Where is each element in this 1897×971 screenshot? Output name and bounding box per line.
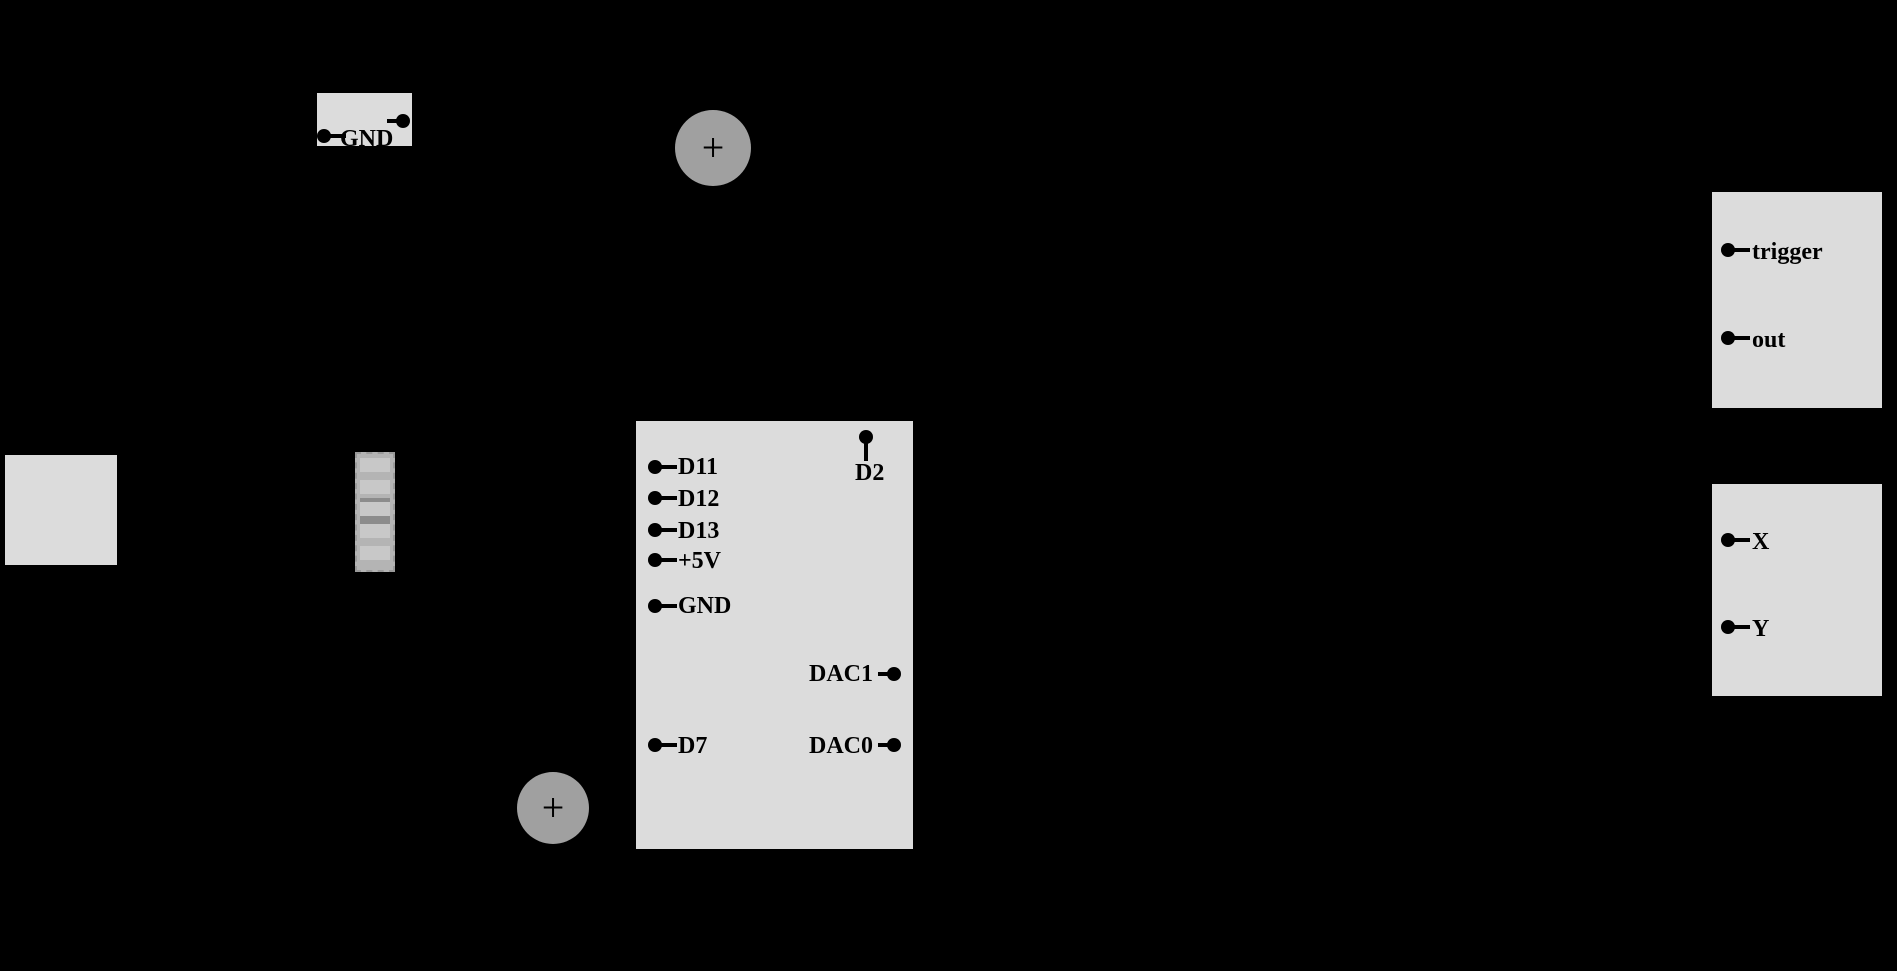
pin-label-d12: D12 [678,486,720,512]
connector-segment [360,458,390,472]
pin-label-out: out [1752,327,1786,353]
bottom-knob[interactable] [517,772,589,844]
right-bottom-module [1712,484,1882,696]
connector-segment [360,502,390,516]
pin-dot-d13[interactable] [648,523,662,537]
pin-label-dac0: DAC0 [809,733,873,759]
pin-label-dac1: DAC1 [809,661,873,687]
top-knob[interactable] [675,110,751,186]
pin-dot-out[interactable] [1721,331,1735,345]
pin-dot-dac0[interactable] [887,738,901,752]
pin-label-d4: D4 [418,95,448,121]
pin-dot-y[interactable] [1721,620,1735,634]
pin-dot-+5v[interactable] [648,553,662,567]
pin-label-trigger: trigger [1752,239,1823,265]
pin-label-x: X [1752,529,1770,555]
right-top-module [1712,192,1882,408]
pin-label-d2: D2 [855,460,885,486]
pin-label-gnd: GND [340,126,394,152]
left-small-block [5,455,117,565]
pin-dot-gnd[interactable] [317,129,331,143]
connector-segment [360,524,390,538]
pin-dot-d2[interactable] [859,430,873,444]
connector-segment [360,480,390,494]
plus-icon: + [541,785,565,830]
pin-dot-dac1[interactable] [887,667,901,681]
pin-label-d13: D13 [678,518,720,544]
connector-segment [360,546,390,560]
pin-dot-d11[interactable] [648,460,662,474]
pin-label-d11: D11 [678,454,719,480]
pin-dot-x[interactable] [1721,533,1735,547]
ribbon-connector [355,452,395,572]
pin-label-d7: D7 [678,733,708,759]
pin-dot-d12[interactable] [648,491,662,505]
plus-icon: + [701,125,725,170]
pin-dot-gnd[interactable] [648,599,662,613]
pin-label-y: Y [1752,616,1770,642]
pin-dot-trigger[interactable] [1721,243,1735,257]
pin-label-+5v: +5V [678,548,722,574]
pin-label-gnd: GND [678,593,732,619]
